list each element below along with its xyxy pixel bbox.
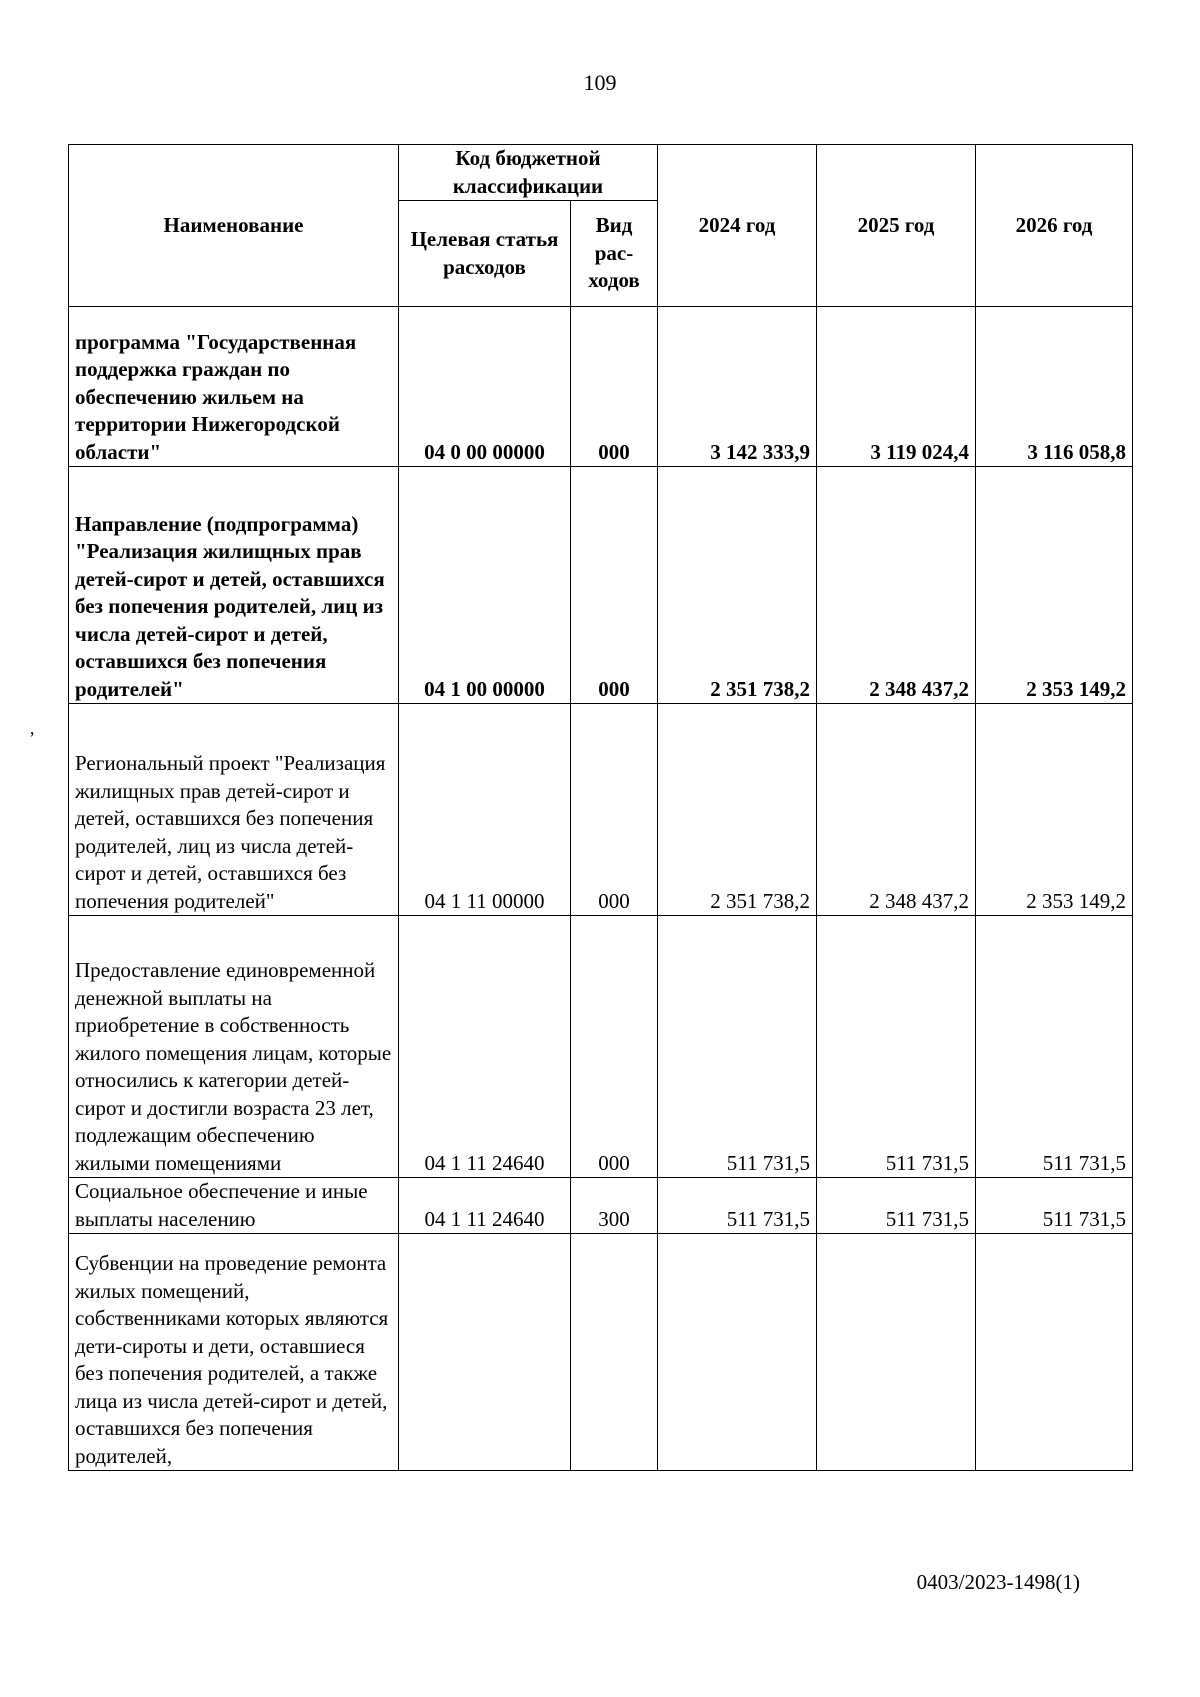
row-amount-2025: 2 348 437,2 — [817, 704, 976, 916]
row-amount-2025 — [817, 1234, 976, 1471]
row-name: Социальное обеспечение и иные выплаты населению — [69, 1178, 399, 1234]
row-amount-2026: 2 353 149,2 — [976, 467, 1133, 704]
row-amount-2024 — [658, 1234, 817, 1471]
row-amount-2024: 511 731,5 — [658, 1178, 817, 1234]
document-id: 0403/2023-1498(1) — [916, 1570, 1080, 1594]
table-row — [69, 307, 1133, 467]
row-name: Региональный проект "Реализация жилищных прав детей-сирот и детей, оставшихся без попечения родителей, лиц из числа детей-сирот и детей, оставшихся без попечения родителей" — [69, 704, 399, 916]
row-name: Предоставление единовременной денежной выплаты на приобретение в собственность жилого помещения лицам, которые относились к категории детей-сирот и достигли возраста 23 лет, подлежащим обеспечению жилыми помещениями — [69, 916, 399, 1178]
row-amount-2026 — [976, 1234, 1133, 1471]
row-amount-2025: 3 119 024,4 — [817, 307, 976, 467]
row-expense-kind: 000 — [571, 307, 658, 467]
row-name: Направление (подпрограмма) "Реализация жилищных прав детей-сирот и детей, оставшихся без попечения родителей, лиц из числа детей-сирот и детей, оставшихся без попечения родителей" — [69, 467, 399, 704]
table-row — [69, 467, 1133, 704]
header-code-group: Код бюджетной классификации — [399, 145, 658, 201]
header-year-2024: 2024 год — [658, 145, 817, 307]
row-expense-kind: 000 — [571, 916, 658, 1178]
row-amount-2025: 511 731,5 — [817, 916, 976, 1178]
table-row — [69, 704, 1133, 916]
row-amount-2026: 511 731,5 — [976, 1178, 1133, 1234]
row-target-code: 04 1 11 24640 — [399, 916, 571, 1178]
table-row — [69, 916, 1133, 1178]
row-amount-2026: 511 731,5 — [976, 916, 1133, 1178]
row-name: Субвенции на проведение ремонта жилых помещений, собственниками которых являются дети-сироты и дети, оставшиеся без попечения родителей, а также лица из числа детей-сирот и детей, оставшихся без попечения родителей, — [69, 1234, 399, 1471]
header-name: Наименование — [69, 145, 399, 307]
row-amount-2024: 511 731,5 — [658, 916, 817, 1178]
header-year-2026: 2026 год — [976, 145, 1133, 307]
page-number: 109 — [583, 70, 617, 95]
row-target-code: 04 1 00 00000 — [399, 467, 571, 704]
table-body — [69, 307, 1133, 1471]
row-amount-2026: 2 353 149,2 — [976, 704, 1133, 916]
header-year-2025: 2025 год — [817, 145, 976, 307]
row-expense-kind: 300 — [571, 1178, 658, 1234]
row-target-code — [399, 1234, 571, 1471]
header-target-item: Целевая статья расходов — [399, 201, 571, 307]
header-expense-kind: Вид рас-ходов — [571, 201, 658, 307]
stray-mark: ’ — [29, 728, 35, 748]
table-row — [69, 1178, 1133, 1234]
row-expense-kind — [571, 1234, 658, 1471]
row-amount-2024: 3 142 333,9 — [658, 307, 817, 467]
row-amount-2025: 2 348 437,2 — [817, 467, 976, 704]
row-target-code: 04 1 11 24640 — [399, 1178, 571, 1234]
row-amount-2024: 2 351 738,2 — [658, 467, 817, 704]
row-amount-2024: 2 351 738,2 — [658, 704, 817, 916]
row-amount-2025: 511 731,5 — [817, 1178, 976, 1234]
row-name: программа "Государственная поддержка граждан по обеспечению жильем на территории Нижегородской области" — [69, 307, 399, 467]
row-amount-2026: 3 116 058,8 — [976, 307, 1133, 467]
budget-table — [68, 144, 1133, 1471]
row-expense-kind: 000 — [571, 704, 658, 916]
row-target-code: 04 1 11 00000 — [399, 704, 571, 916]
row-expense-kind: 000 — [571, 467, 658, 704]
table-row — [69, 1234, 1133, 1471]
row-target-code: 04 0 00 00000 — [399, 307, 571, 467]
